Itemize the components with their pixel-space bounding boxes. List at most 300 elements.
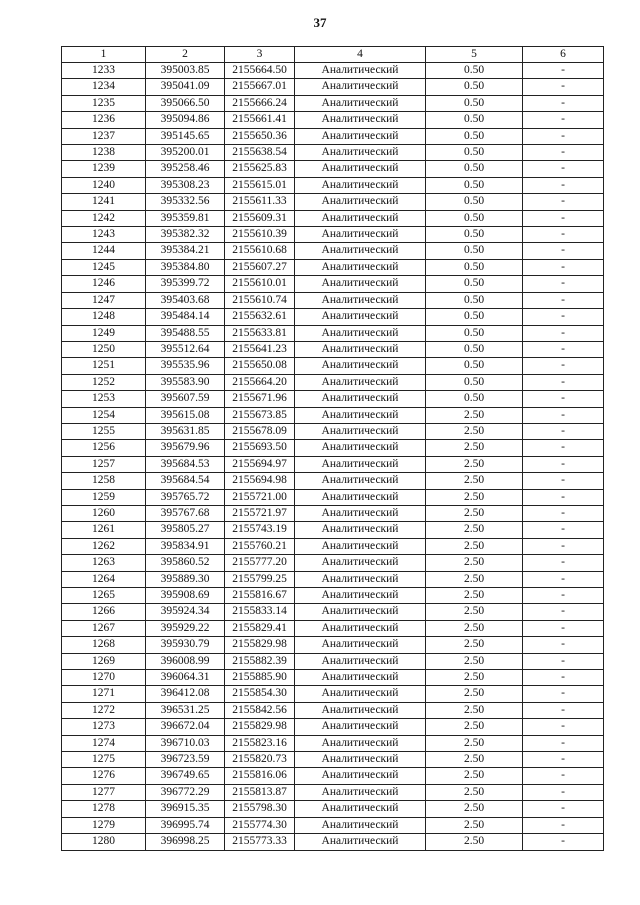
table-row (62, 555, 604, 571)
method-cell: Аналитический (295, 95, 426, 111)
point-number-cell: 1270 (62, 670, 146, 686)
method-cell: Аналитический (295, 407, 426, 423)
x-coordinate-cell: 396772.29 (146, 784, 225, 800)
header-row (62, 47, 604, 63)
y-coordinate-cell: 2155610.39 (225, 227, 295, 243)
y-coordinate-cell: 2155694.97 (225, 456, 295, 472)
point-number-cell: 1234 (62, 79, 146, 95)
note-cell: - (523, 505, 604, 521)
table-row (62, 834, 604, 850)
accuracy-cell: 2.50 (426, 456, 523, 472)
accuracy-cell: 2.50 (426, 768, 523, 784)
table-row (62, 79, 604, 95)
note-cell: - (523, 325, 604, 341)
accuracy-cell: 0.50 (426, 128, 523, 144)
point-number-cell: 1249 (62, 325, 146, 341)
table-row (62, 177, 604, 193)
y-coordinate-cell: 2155829.41 (225, 620, 295, 636)
x-coordinate-cell: 395512.64 (146, 341, 225, 357)
x-coordinate-cell: 395615.08 (146, 407, 225, 423)
method-cell: Аналитический (295, 128, 426, 144)
y-coordinate-cell: 2155610.01 (225, 276, 295, 292)
x-coordinate-cell: 395484.14 (146, 309, 225, 325)
table-row (62, 243, 604, 259)
x-coordinate-cell: 395332.56 (146, 194, 225, 210)
method-cell: Аналитический (295, 374, 426, 390)
table-row (62, 227, 604, 243)
x-coordinate-cell: 396531.25 (146, 702, 225, 718)
method-cell: Аналитический (295, 325, 426, 341)
method-cell: Аналитический (295, 440, 426, 456)
y-coordinate-cell: 2155813.87 (225, 784, 295, 800)
header-cell: 1 (62, 47, 146, 63)
x-coordinate-cell: 395929.22 (146, 620, 225, 636)
accuracy-cell: 2.50 (426, 670, 523, 686)
accuracy-cell: 2.50 (426, 505, 523, 521)
point-number-cell: 1276 (62, 768, 146, 784)
method-cell: Аналитический (295, 145, 426, 161)
x-coordinate-cell: 396412.08 (146, 686, 225, 702)
x-coordinate-cell: 395041.09 (146, 79, 225, 95)
note-cell: - (523, 177, 604, 193)
point-number-cell: 1269 (62, 653, 146, 669)
point-number-cell: 1267 (62, 620, 146, 636)
table-row (62, 670, 604, 686)
point-number-cell: 1239 (62, 161, 146, 177)
note-cell: - (523, 374, 604, 390)
y-coordinate-cell: 2155664.20 (225, 374, 295, 390)
method-cell: Аналитический (295, 555, 426, 571)
method-cell: Аналитический (295, 391, 426, 407)
header-cell: 6 (523, 47, 604, 63)
table-row (62, 128, 604, 144)
table-row (62, 440, 604, 456)
note-cell: - (523, 555, 604, 571)
note-cell: - (523, 784, 604, 800)
table-row (62, 210, 604, 226)
method-cell: Аналитический (295, 473, 426, 489)
table-row (62, 276, 604, 292)
point-number-cell: 1253 (62, 391, 146, 407)
method-cell: Аналитический (295, 670, 426, 686)
y-coordinate-cell: 2155633.81 (225, 325, 295, 341)
x-coordinate-cell: 395631.85 (146, 423, 225, 439)
method-cell: Аналитический (295, 637, 426, 653)
accuracy-cell: 0.50 (426, 177, 523, 193)
y-coordinate-cell: 2155833.14 (225, 604, 295, 620)
note-cell: - (523, 423, 604, 439)
accuracy-cell: 0.50 (426, 210, 523, 226)
note-cell: - (523, 63, 604, 79)
accuracy-cell: 0.50 (426, 95, 523, 111)
method-cell: Аналитический (295, 784, 426, 800)
y-coordinate-cell: 2155842.56 (225, 702, 295, 718)
x-coordinate-cell: 395767.68 (146, 505, 225, 521)
method-cell: Аналитический (295, 194, 426, 210)
note-cell: - (523, 456, 604, 472)
accuracy-cell: 2.50 (426, 637, 523, 653)
x-coordinate-cell: 395930.79 (146, 637, 225, 653)
method-cell: Аналитический (295, 686, 426, 702)
note-cell: - (523, 571, 604, 587)
method-cell: Аналитический (295, 292, 426, 308)
method-cell: Аналитический (295, 702, 426, 718)
table-row (62, 145, 604, 161)
accuracy-cell: 0.50 (426, 227, 523, 243)
table-row (62, 538, 604, 554)
y-coordinate-cell: 2155632.61 (225, 309, 295, 325)
table-row (62, 768, 604, 784)
x-coordinate-cell: 395258.46 (146, 161, 225, 177)
point-number-cell: 1260 (62, 505, 146, 521)
note-cell: - (523, 194, 604, 210)
table-row (62, 112, 604, 128)
x-coordinate-cell: 396998.25 (146, 834, 225, 850)
x-coordinate-cell: 396995.74 (146, 817, 225, 833)
table-row (62, 194, 604, 210)
note-cell: - (523, 735, 604, 751)
y-coordinate-cell: 2155667.01 (225, 79, 295, 95)
method-cell: Аналитический (295, 243, 426, 259)
x-coordinate-cell: 396064.31 (146, 670, 225, 686)
accuracy-cell: 2.50 (426, 719, 523, 735)
y-coordinate-cell: 2155610.74 (225, 292, 295, 308)
table-row (62, 473, 604, 489)
note-cell: - (523, 341, 604, 357)
point-number-cell: 1273 (62, 719, 146, 735)
point-number-cell: 1274 (62, 735, 146, 751)
table-row (62, 604, 604, 620)
accuracy-cell: 0.50 (426, 161, 523, 177)
x-coordinate-cell: 395488.55 (146, 325, 225, 341)
point-number-cell: 1245 (62, 259, 146, 275)
y-coordinate-cell: 2155661.41 (225, 112, 295, 128)
accuracy-cell: 0.50 (426, 391, 523, 407)
note-cell: - (523, 686, 604, 702)
point-number-cell: 1250 (62, 341, 146, 357)
table-row (62, 620, 604, 636)
note-cell: - (523, 522, 604, 538)
y-coordinate-cell: 2155673.85 (225, 407, 295, 423)
accuracy-cell: 0.50 (426, 374, 523, 390)
method-cell: Аналитический (295, 588, 426, 604)
method-cell: Аналитический (295, 752, 426, 768)
point-number-cell: 1268 (62, 637, 146, 653)
table-row (62, 95, 604, 111)
accuracy-cell: 2.50 (426, 702, 523, 718)
y-coordinate-cell: 2155854.30 (225, 686, 295, 702)
y-coordinate-cell: 2155666.24 (225, 95, 295, 111)
x-coordinate-cell: 396723.59 (146, 752, 225, 768)
y-coordinate-cell: 2155615.01 (225, 177, 295, 193)
method-cell: Аналитический (295, 423, 426, 439)
table-row (62, 325, 604, 341)
y-coordinate-cell: 2155721.00 (225, 489, 295, 505)
note-cell: - (523, 210, 604, 226)
note-cell: - (523, 489, 604, 505)
method-cell: Аналитический (295, 358, 426, 374)
x-coordinate-cell: 395834.91 (146, 538, 225, 554)
accuracy-cell: 2.50 (426, 473, 523, 489)
method-cell: Аналитический (295, 259, 426, 275)
note-cell: - (523, 588, 604, 604)
note-cell: - (523, 670, 604, 686)
y-coordinate-cell: 2155820.73 (225, 752, 295, 768)
table-row (62, 292, 604, 308)
y-coordinate-cell: 2155678.09 (225, 423, 295, 439)
accuracy-cell: 2.50 (426, 588, 523, 604)
x-coordinate-cell: 395384.21 (146, 243, 225, 259)
note-cell: - (523, 145, 604, 161)
method-cell: Аналитический (295, 834, 426, 850)
table-row (62, 423, 604, 439)
note-cell: - (523, 227, 604, 243)
point-number-cell: 1266 (62, 604, 146, 620)
x-coordinate-cell: 396915.35 (146, 801, 225, 817)
table-row (62, 374, 604, 390)
point-number-cell: 1238 (62, 145, 146, 161)
method-cell: Аналитический (295, 210, 426, 226)
x-coordinate-cell: 395403.68 (146, 292, 225, 308)
accuracy-cell: 2.50 (426, 407, 523, 423)
accuracy-cell: 2.50 (426, 817, 523, 833)
header-cell: 3 (225, 47, 295, 63)
note-cell: - (523, 473, 604, 489)
y-coordinate-cell: 2155625.83 (225, 161, 295, 177)
table-row (62, 653, 604, 669)
x-coordinate-cell: 395684.54 (146, 473, 225, 489)
note-cell: - (523, 752, 604, 768)
point-number-cell: 1258 (62, 473, 146, 489)
method-cell: Аналитический (295, 112, 426, 128)
x-coordinate-cell: 395924.34 (146, 604, 225, 620)
point-number-cell: 1246 (62, 276, 146, 292)
note-cell: - (523, 391, 604, 407)
x-coordinate-cell: 396008.99 (146, 653, 225, 669)
y-coordinate-cell: 2155816.67 (225, 588, 295, 604)
y-coordinate-cell: 2155641.23 (225, 341, 295, 357)
table-row (62, 801, 604, 817)
method-cell: Аналитический (295, 227, 426, 243)
method-cell: Аналитический (295, 801, 426, 817)
point-number-cell: 1235 (62, 95, 146, 111)
point-number-cell: 1241 (62, 194, 146, 210)
accuracy-cell: 0.50 (426, 309, 523, 325)
table-row (62, 161, 604, 177)
method-cell: Аналитический (295, 456, 426, 472)
x-coordinate-cell: 395382.32 (146, 227, 225, 243)
point-number-cell: 1261 (62, 522, 146, 538)
accuracy-cell: 0.50 (426, 325, 523, 341)
y-coordinate-cell: 2155798.30 (225, 801, 295, 817)
y-coordinate-cell: 2155829.98 (225, 637, 295, 653)
table-row (62, 341, 604, 357)
x-coordinate-cell: 395200.01 (146, 145, 225, 161)
method-cell: Аналитический (295, 161, 426, 177)
accuracy-cell: 2.50 (426, 423, 523, 439)
y-coordinate-cell: 2155650.08 (225, 358, 295, 374)
note-cell: - (523, 620, 604, 636)
accuracy-cell: 2.50 (426, 489, 523, 505)
accuracy-cell: 0.50 (426, 358, 523, 374)
note-cell: - (523, 276, 604, 292)
header-cell: 5 (426, 47, 523, 63)
accuracy-cell: 0.50 (426, 63, 523, 79)
note-cell: - (523, 702, 604, 718)
accuracy-cell: 0.50 (426, 194, 523, 210)
x-coordinate-cell: 395399.72 (146, 276, 225, 292)
point-number-cell: 1271 (62, 686, 146, 702)
table-row (62, 637, 604, 653)
note-cell: - (523, 637, 604, 653)
x-coordinate-cell: 395384.80 (146, 259, 225, 275)
point-number-cell: 1255 (62, 423, 146, 439)
note-cell: - (523, 95, 604, 111)
point-number-cell: 1259 (62, 489, 146, 505)
table-row (62, 752, 604, 768)
table-row (62, 489, 604, 505)
accuracy-cell: 2.50 (426, 686, 523, 702)
point-number-cell: 1263 (62, 555, 146, 571)
x-coordinate-cell: 395094.86 (146, 112, 225, 128)
y-coordinate-cell: 2155671.96 (225, 391, 295, 407)
x-coordinate-cell: 395889.30 (146, 571, 225, 587)
method-cell: Аналитический (295, 177, 426, 193)
table-row (62, 259, 604, 275)
method-cell: Аналитический (295, 63, 426, 79)
table-row (62, 391, 604, 407)
x-coordinate-cell: 395679.96 (146, 440, 225, 456)
accuracy-cell: 0.50 (426, 276, 523, 292)
y-coordinate-cell: 2155638.54 (225, 145, 295, 161)
table-row (62, 456, 604, 472)
method-cell: Аналитический (295, 604, 426, 620)
point-number-cell: 1237 (62, 128, 146, 144)
table-row (62, 719, 604, 735)
x-coordinate-cell: 395684.53 (146, 456, 225, 472)
y-coordinate-cell: 2155882.39 (225, 653, 295, 669)
table-row (62, 358, 604, 374)
table-row (62, 309, 604, 325)
table-row (62, 63, 604, 79)
x-coordinate-cell: 395535.96 (146, 358, 225, 374)
y-coordinate-cell: 2155743.19 (225, 522, 295, 538)
accuracy-cell: 2.50 (426, 604, 523, 620)
y-coordinate-cell: 2155609.31 (225, 210, 295, 226)
note-cell: - (523, 309, 604, 325)
x-coordinate-cell: 395860.52 (146, 555, 225, 571)
method-cell: Аналитический (295, 538, 426, 554)
y-coordinate-cell: 2155693.50 (225, 440, 295, 456)
accuracy-cell: 2.50 (426, 538, 523, 554)
accuracy-cell: 2.50 (426, 653, 523, 669)
point-number-cell: 1277 (62, 784, 146, 800)
accuracy-cell: 2.50 (426, 620, 523, 636)
point-number-cell: 1256 (62, 440, 146, 456)
point-number-cell: 1248 (62, 309, 146, 325)
y-coordinate-cell: 2155773.33 (225, 834, 295, 850)
method-cell: Аналитический (295, 620, 426, 636)
note-cell: - (523, 161, 604, 177)
y-coordinate-cell: 2155611.33 (225, 194, 295, 210)
accuracy-cell: 2.50 (426, 801, 523, 817)
x-coordinate-cell: 396710.03 (146, 735, 225, 751)
table-row (62, 588, 604, 604)
x-coordinate-cell: 396749.65 (146, 768, 225, 784)
method-cell: Аналитический (295, 817, 426, 833)
y-coordinate-cell: 2155650.36 (225, 128, 295, 144)
note-cell: - (523, 604, 604, 620)
page-number: 37 (313, 15, 327, 30)
x-coordinate-cell: 395308.23 (146, 177, 225, 193)
method-cell: Аналитический (295, 522, 426, 538)
note-cell: - (523, 358, 604, 374)
x-coordinate-cell: 396672.04 (146, 719, 225, 735)
point-number-cell: 1254 (62, 407, 146, 423)
point-number-cell: 1257 (62, 456, 146, 472)
note-cell: - (523, 243, 604, 259)
y-coordinate-cell: 2155823.16 (225, 735, 295, 751)
header-cell: 4 (295, 47, 426, 63)
accuracy-cell: 2.50 (426, 555, 523, 571)
accuracy-cell: 2.50 (426, 834, 523, 850)
point-number-cell: 1236 (62, 112, 146, 128)
table-body (62, 63, 604, 851)
table-row (62, 702, 604, 718)
table-row (62, 522, 604, 538)
note-cell: - (523, 719, 604, 735)
x-coordinate-cell: 395359.81 (146, 210, 225, 226)
y-coordinate-cell: 2155694.98 (225, 473, 295, 489)
point-number-cell: 1264 (62, 571, 146, 587)
x-coordinate-cell: 395583.90 (146, 374, 225, 390)
note-cell: - (523, 817, 604, 833)
table-row (62, 784, 604, 800)
accuracy-cell: 2.50 (426, 784, 523, 800)
y-coordinate-cell: 2155607.27 (225, 259, 295, 275)
point-number-cell: 1275 (62, 752, 146, 768)
note-cell: - (523, 440, 604, 456)
method-cell: Аналитический (295, 79, 426, 95)
accuracy-cell: 2.50 (426, 571, 523, 587)
method-cell: Аналитический (295, 505, 426, 521)
table-row (62, 817, 604, 833)
note-cell: - (523, 538, 604, 554)
note-cell: - (523, 292, 604, 308)
table-row (62, 407, 604, 423)
y-coordinate-cell: 2155610.68 (225, 243, 295, 259)
x-coordinate-cell: 395908.69 (146, 588, 225, 604)
accuracy-cell: 2.50 (426, 440, 523, 456)
table-header (62, 47, 604, 63)
x-coordinate-cell: 395805.27 (146, 522, 225, 538)
point-number-cell: 1244 (62, 243, 146, 259)
y-coordinate-cell: 2155799.25 (225, 571, 295, 587)
accuracy-cell: 0.50 (426, 341, 523, 357)
accuracy-cell: 0.50 (426, 112, 523, 128)
note-cell: - (523, 112, 604, 128)
note-cell: - (523, 128, 604, 144)
accuracy-cell: 2.50 (426, 752, 523, 768)
y-coordinate-cell: 2155816.06 (225, 768, 295, 784)
accuracy-cell: 0.50 (426, 145, 523, 161)
y-coordinate-cell: 2155774.30 (225, 817, 295, 833)
note-cell: - (523, 259, 604, 275)
point-number-cell: 1242 (62, 210, 146, 226)
point-number-cell: 1280 (62, 834, 146, 850)
method-cell: Аналитический (295, 489, 426, 505)
accuracy-cell: 0.50 (426, 259, 523, 275)
